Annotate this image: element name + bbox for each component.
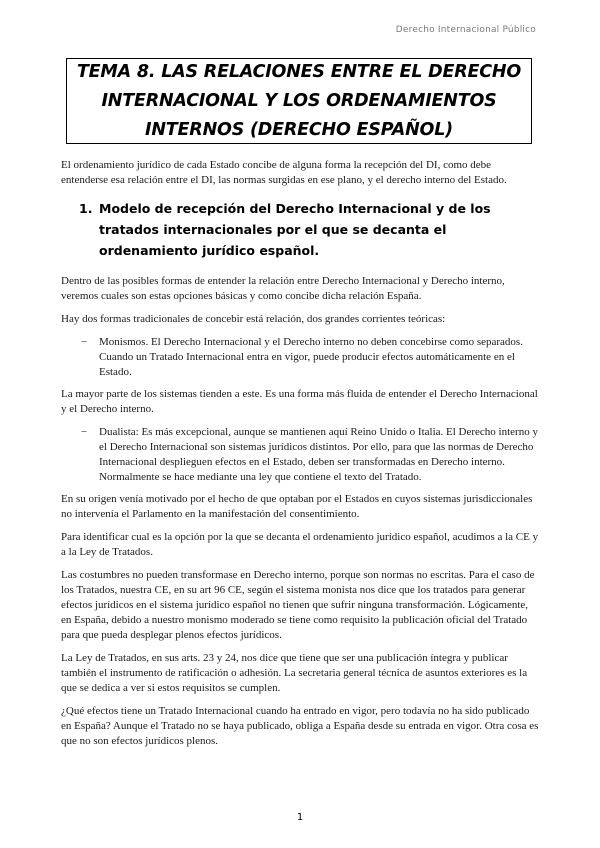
document-body: [61, 158, 539, 757]
paragraph: ¿Qué efectos tiene un Tratado Internacional cuando ha entrado en vigor, pero todavía no ha sido publicado en España? Aunque el Tratado no se haya publicado, obliga a España desde su entrada en vigor. Otra cosa es que no son efectos jurídicos plenos.: [61, 705, 539, 747]
title-box: [66, 58, 532, 144]
bullet-text: Dualista: Es más excepcional, aunque se mantienen aquí Reino Unido o Italia. El Derecho interno y el Derecho Internacional son sistemas jurídicos distintos. Por ello, para que las normas de Derecho Internacional desplieguen efectos en el Estado, deben ser transformadas en Derecho interno. Normalmente se hace mediante una ley que contiene el texto del Tratado.: [99, 426, 538, 483]
bullet-text: Monismos. El Derecho Internacional y el Derecho interno no deben concebirse como separados. Cuando un Tratado Internacional entra en vigor, puede producir efectos automáticamente en el Estado.: [99, 336, 523, 378]
bullet-item-dualista: [61, 425, 539, 485]
paragraph: La Ley de Tratados, en sus arts. 23 y 24, nos dice que tiene que ser una publicación íntegra y publicar también el instrumento de ratificación o adhesión. La secretaria general técnica de asuntos exteriores es la que se dedica a ver si estos requisitos se cumplen.: [61, 652, 528, 694]
paragraph: Dentro de las posibles formas de entender la relación entre Derecho Internacional y Derecho interno, veremos cuales son estas opciones básicas y como concibe dicha relación España.: [61, 275, 505, 302]
document-title: TEMA 8. LAS RELACIONES ENTRE EL DERECHO INTERNACIONAL Y LOS ORDENAMIENTOS INTERNOS (DERECHO ESPAÑOL): [76, 61, 522, 140]
intro-paragraph: El ordenamiento jurídico de cada Estado concibe de alguna forma la recepción del DI, como debe entenderse esa relación entre el DI, las normas surgidas en ese plano, y el derecho interno del Estado.: [61, 159, 507, 186]
paragraph: Hay dos formas tradicionales de concebir está relación, dos grandes corrientes teóricas:: [61, 313, 446, 325]
page-number: 1: [296, 812, 304, 823]
bullet-item-monismo: [61, 335, 539, 380]
paragraph: Las costumbres no pueden transformase en Derecho interno, porque son normas no escritas. Para el caso de los Tratados, nuestra CE, en su art 96 CE, según el sistema monista nos dice que los tratados para generar efectos jurídicos en el sistema jurídico español no tienen que sufrir ninguna transformación. Lógicamente, en España, debido a nuestro monismo moderado se tiene como requisito la publicación oficial del Tratado para que pueda desplegar plenos efectos jurídicos.: [61, 569, 535, 641]
section-heading: [61, 198, 539, 261]
dash-bullet-icon: −: [81, 426, 88, 438]
paragraph: En su origen venía motivado por el hecho de que optaban por el Estados en cuyos sistemas jurisdiccionales no intervenía el Parlamento en la manifestación del consentimiento.: [61, 493, 533, 520]
section-number: 1.: [79, 201, 93, 216]
running-header: Derecho Internacional Público: [395, 25, 536, 35]
section-title: Modelo de recepción del Derecho Internacional y de los tratados internacionales por el que se decanta el ordenamiento jurídico español.: [99, 201, 491, 258]
dash-bullet-icon: −: [81, 336, 88, 348]
paragraph: La mayor parte de los sistemas tienden a este. Es una forma más fluida de entender el Derecho Internacional y el Derecho interno.: [61, 388, 538, 415]
paragraph: Para identificar cual es la opción por la que se decanta el ordenamiento jurídico español, acudimos a la CE y a la Ley de Tratados.: [61, 531, 539, 558]
